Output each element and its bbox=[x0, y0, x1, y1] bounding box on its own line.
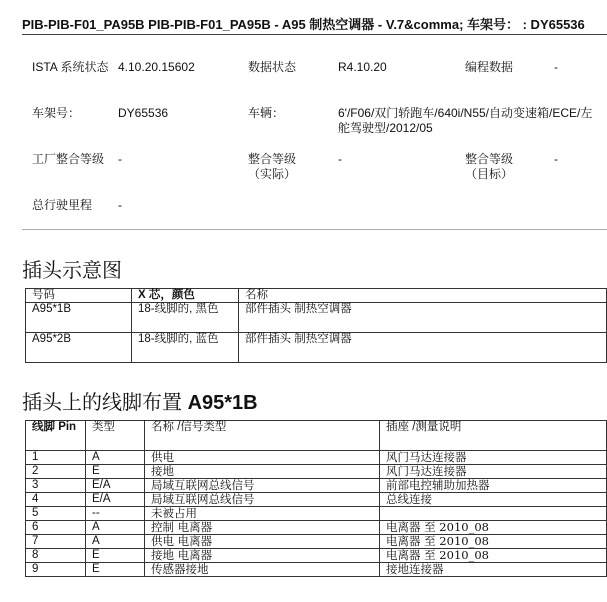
cell-signal: 局域互联网总线信号 bbox=[145, 479, 380, 493]
header-rule bbox=[22, 34, 607, 35]
cell-name: 部件插头 制热空调器 bbox=[239, 303, 607, 333]
data-status-value: R4.10.20 bbox=[338, 60, 387, 74]
cell-signal: 接地 bbox=[145, 465, 380, 479]
mileage-value: - bbox=[118, 198, 122, 212]
cell-pin: 1 bbox=[26, 451, 86, 465]
cell-pin: 6 bbox=[26, 521, 86, 535]
table-row bbox=[26, 303, 607, 333]
table-header-row bbox=[26, 289, 607, 303]
col-name: 名称 bbox=[239, 289, 607, 303]
cell-socket: 电离器 至 2010_08 bbox=[380, 535, 607, 549]
cell-pin: 3 bbox=[26, 479, 86, 493]
section1-title-text: 插头示意图 bbox=[22, 260, 122, 282]
cell-type: A bbox=[86, 521, 145, 535]
cell-type: E bbox=[86, 549, 145, 563]
section-title-connector-diagram bbox=[22, 254, 122, 283]
factory-level-value: - bbox=[118, 152, 122, 166]
vehicle-value: 6'/F06/双门轿跑车/640i/N55/自动变速箱/ECE/左舵驾驶型/2012/05 bbox=[338, 106, 593, 135]
cell-socket: 前部电控辅助加热器 bbox=[380, 479, 607, 493]
cell-number: A95*2B bbox=[26, 333, 132, 363]
level-actual-value: - bbox=[338, 152, 342, 166]
table-row bbox=[26, 479, 607, 493]
cell-socket: 风门马达连接器 bbox=[380, 465, 607, 479]
table-row bbox=[26, 521, 607, 535]
cell-socket: 接地连接器 bbox=[380, 563, 607, 577]
table-header-row bbox=[26, 421, 607, 451]
table-row bbox=[26, 507, 607, 521]
cell-socket: 电离器 至 2010_08 bbox=[380, 521, 607, 535]
cell-type: E/A bbox=[86, 493, 145, 507]
ista-value: 4.10.20.15602 bbox=[118, 60, 195, 74]
cell-pin: 8 bbox=[26, 549, 86, 563]
section-title-pin-layout bbox=[22, 386, 258, 415]
col-number: 号码 bbox=[26, 289, 132, 303]
table-row bbox=[26, 549, 607, 563]
vehicle-label: 车辆： bbox=[248, 106, 285, 120]
pin-table bbox=[25, 420, 607, 577]
section2-title-prefix: 插头上的线脚布置 bbox=[22, 392, 188, 414]
table-row bbox=[26, 535, 607, 549]
cell-signal: 供电 电离器 bbox=[145, 535, 380, 549]
vin-label: 车架号： bbox=[32, 106, 81, 120]
cell-signal: 传感器接地 bbox=[145, 563, 380, 577]
cell-pin: 7 bbox=[26, 535, 86, 549]
prog-data-value: - bbox=[554, 60, 558, 74]
info-rule bbox=[22, 229, 607, 230]
col-socket: 插座 /测量说明 bbox=[380, 421, 607, 451]
cell-name: 部件插头 制热空调器 bbox=[239, 333, 607, 363]
cell-socket: 总线连接 bbox=[380, 493, 607, 507]
cell-number: A95*1B bbox=[26, 303, 132, 333]
prog-data-label: 编程数据 bbox=[465, 60, 514, 74]
cell-type: E/A bbox=[86, 479, 145, 493]
level-target-label: 整合等级（目标） bbox=[465, 152, 514, 181]
cell-socket bbox=[380, 507, 607, 521]
mileage-label: 总行驶里程 bbox=[32, 198, 93, 212]
cell-pin: 5 bbox=[26, 507, 86, 521]
cell-type: E bbox=[86, 563, 145, 577]
table-row bbox=[26, 465, 607, 479]
cell-signal: 局域互联网总线信号 bbox=[145, 493, 380, 507]
connector-table bbox=[25, 288, 607, 363]
cell-pin: 2 bbox=[26, 465, 86, 479]
cell-socket: 风门马达连接器 bbox=[380, 451, 607, 465]
document-header: PIB-PIB-F01_PA95B PIB-PIB-F01_PA95B - A95 制热空调器 - V.7&comma; 车架号： : DY65536 bbox=[22, 17, 585, 32]
cell-signal: 供电 bbox=[145, 451, 380, 465]
table-row bbox=[26, 451, 607, 465]
cell-signal: 未被占用 bbox=[145, 507, 380, 521]
cell-pin: 9 bbox=[26, 563, 86, 577]
table-row bbox=[26, 333, 607, 363]
cell-socket: 电离器 至 2010_08 bbox=[380, 549, 607, 563]
cell-signal: 控制 电离器 bbox=[145, 521, 380, 535]
vin-value: DY65536 bbox=[118, 106, 169, 120]
ista-label: ISTA 系统状态 bbox=[32, 60, 109, 74]
cell-signal: 接地 电离器 bbox=[145, 549, 380, 563]
col-signal: 名称 /信号类型 bbox=[145, 421, 380, 451]
cell-type: A bbox=[86, 535, 145, 549]
section2-title-connector: A95*1B bbox=[187, 392, 258, 414]
cell-type: -- bbox=[86, 507, 145, 521]
col-pin: 线脚 Pin bbox=[26, 421, 86, 451]
cell-type: E bbox=[86, 465, 145, 479]
data-status-label: 数据状态 bbox=[248, 60, 297, 74]
cell-pins-color: 18-线脚的, 蓝色 bbox=[132, 333, 239, 363]
cell-pin: 4 bbox=[26, 493, 86, 507]
table-row bbox=[26, 563, 607, 577]
col-type: 类型 bbox=[86, 421, 145, 451]
cell-pins-color: 18-线脚的, 黑色 bbox=[132, 303, 239, 333]
level-target-value: - bbox=[554, 152, 558, 166]
col-pins-color: X 芯，颜色 bbox=[132, 289, 239, 303]
cell-type: A bbox=[86, 451, 145, 465]
factory-level-label: 工厂整合等级 bbox=[32, 152, 105, 166]
level-actual-label: 整合等级（实际） bbox=[248, 152, 297, 181]
table-row bbox=[26, 493, 607, 507]
